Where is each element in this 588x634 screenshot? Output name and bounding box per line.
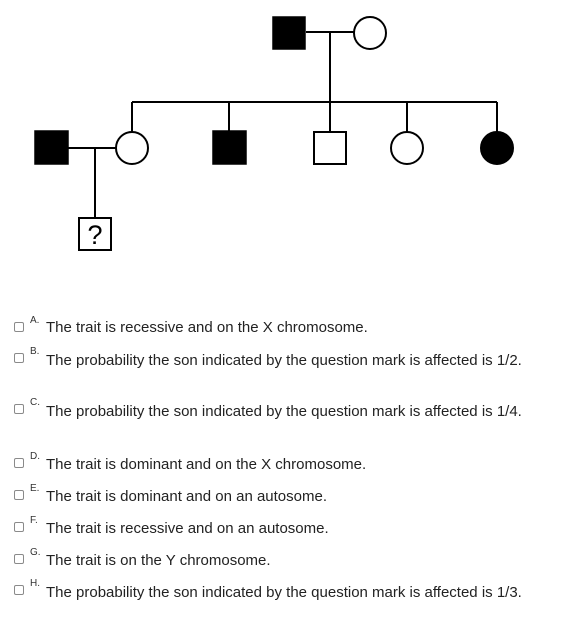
option-f-checkbox[interactable]: [14, 522, 24, 532]
option-h-letter: H.: [30, 578, 40, 589]
option-g-checkbox[interactable]: [14, 554, 24, 564]
option-b-letter: B.: [30, 346, 40, 357]
option-b-checkbox[interactable]: [14, 353, 24, 363]
option-c-text: The probability the son indicated by the question mark is affected is 1/4.: [46, 403, 522, 420]
unknown-status-label: ?: [87, 220, 103, 250]
option-g-text: The trait is on the Y chromosome.: [46, 552, 271, 569]
option-d-text: The trait is dominant and on the X chromosome.: [46, 456, 367, 473]
option-b-text: The probability the son indicated by the question mark is affected is 1/2.: [46, 352, 522, 369]
option-a-letter: A.: [30, 315, 40, 326]
option-h-checkbox[interactable]: [14, 585, 24, 595]
option-c-letter: C.: [30, 397, 40, 408]
option-e-checkbox[interactable]: [14, 490, 24, 500]
option-a-checkbox[interactable]: [14, 322, 24, 332]
option-e-text: The trait is dominant and on an autosome.: [46, 488, 328, 505]
option-c-checkbox[interactable]: [14, 404, 24, 414]
option-f-letter: F.: [30, 515, 38, 526]
option-d-letter: D.: [30, 451, 40, 462]
option-f-text: The trait is recessive and on an autosome.: [46, 520, 329, 537]
option-d-checkbox[interactable]: [14, 458, 24, 468]
option-h-text: The probability the son indicated by the question mark is affected is 1/3.: [46, 584, 522, 601]
option-e-letter: E.: [30, 483, 40, 494]
option-g-letter: G.: [30, 547, 41, 558]
option-a-text: The trait is recessive and on the X chromosome.: [46, 319, 368, 336]
